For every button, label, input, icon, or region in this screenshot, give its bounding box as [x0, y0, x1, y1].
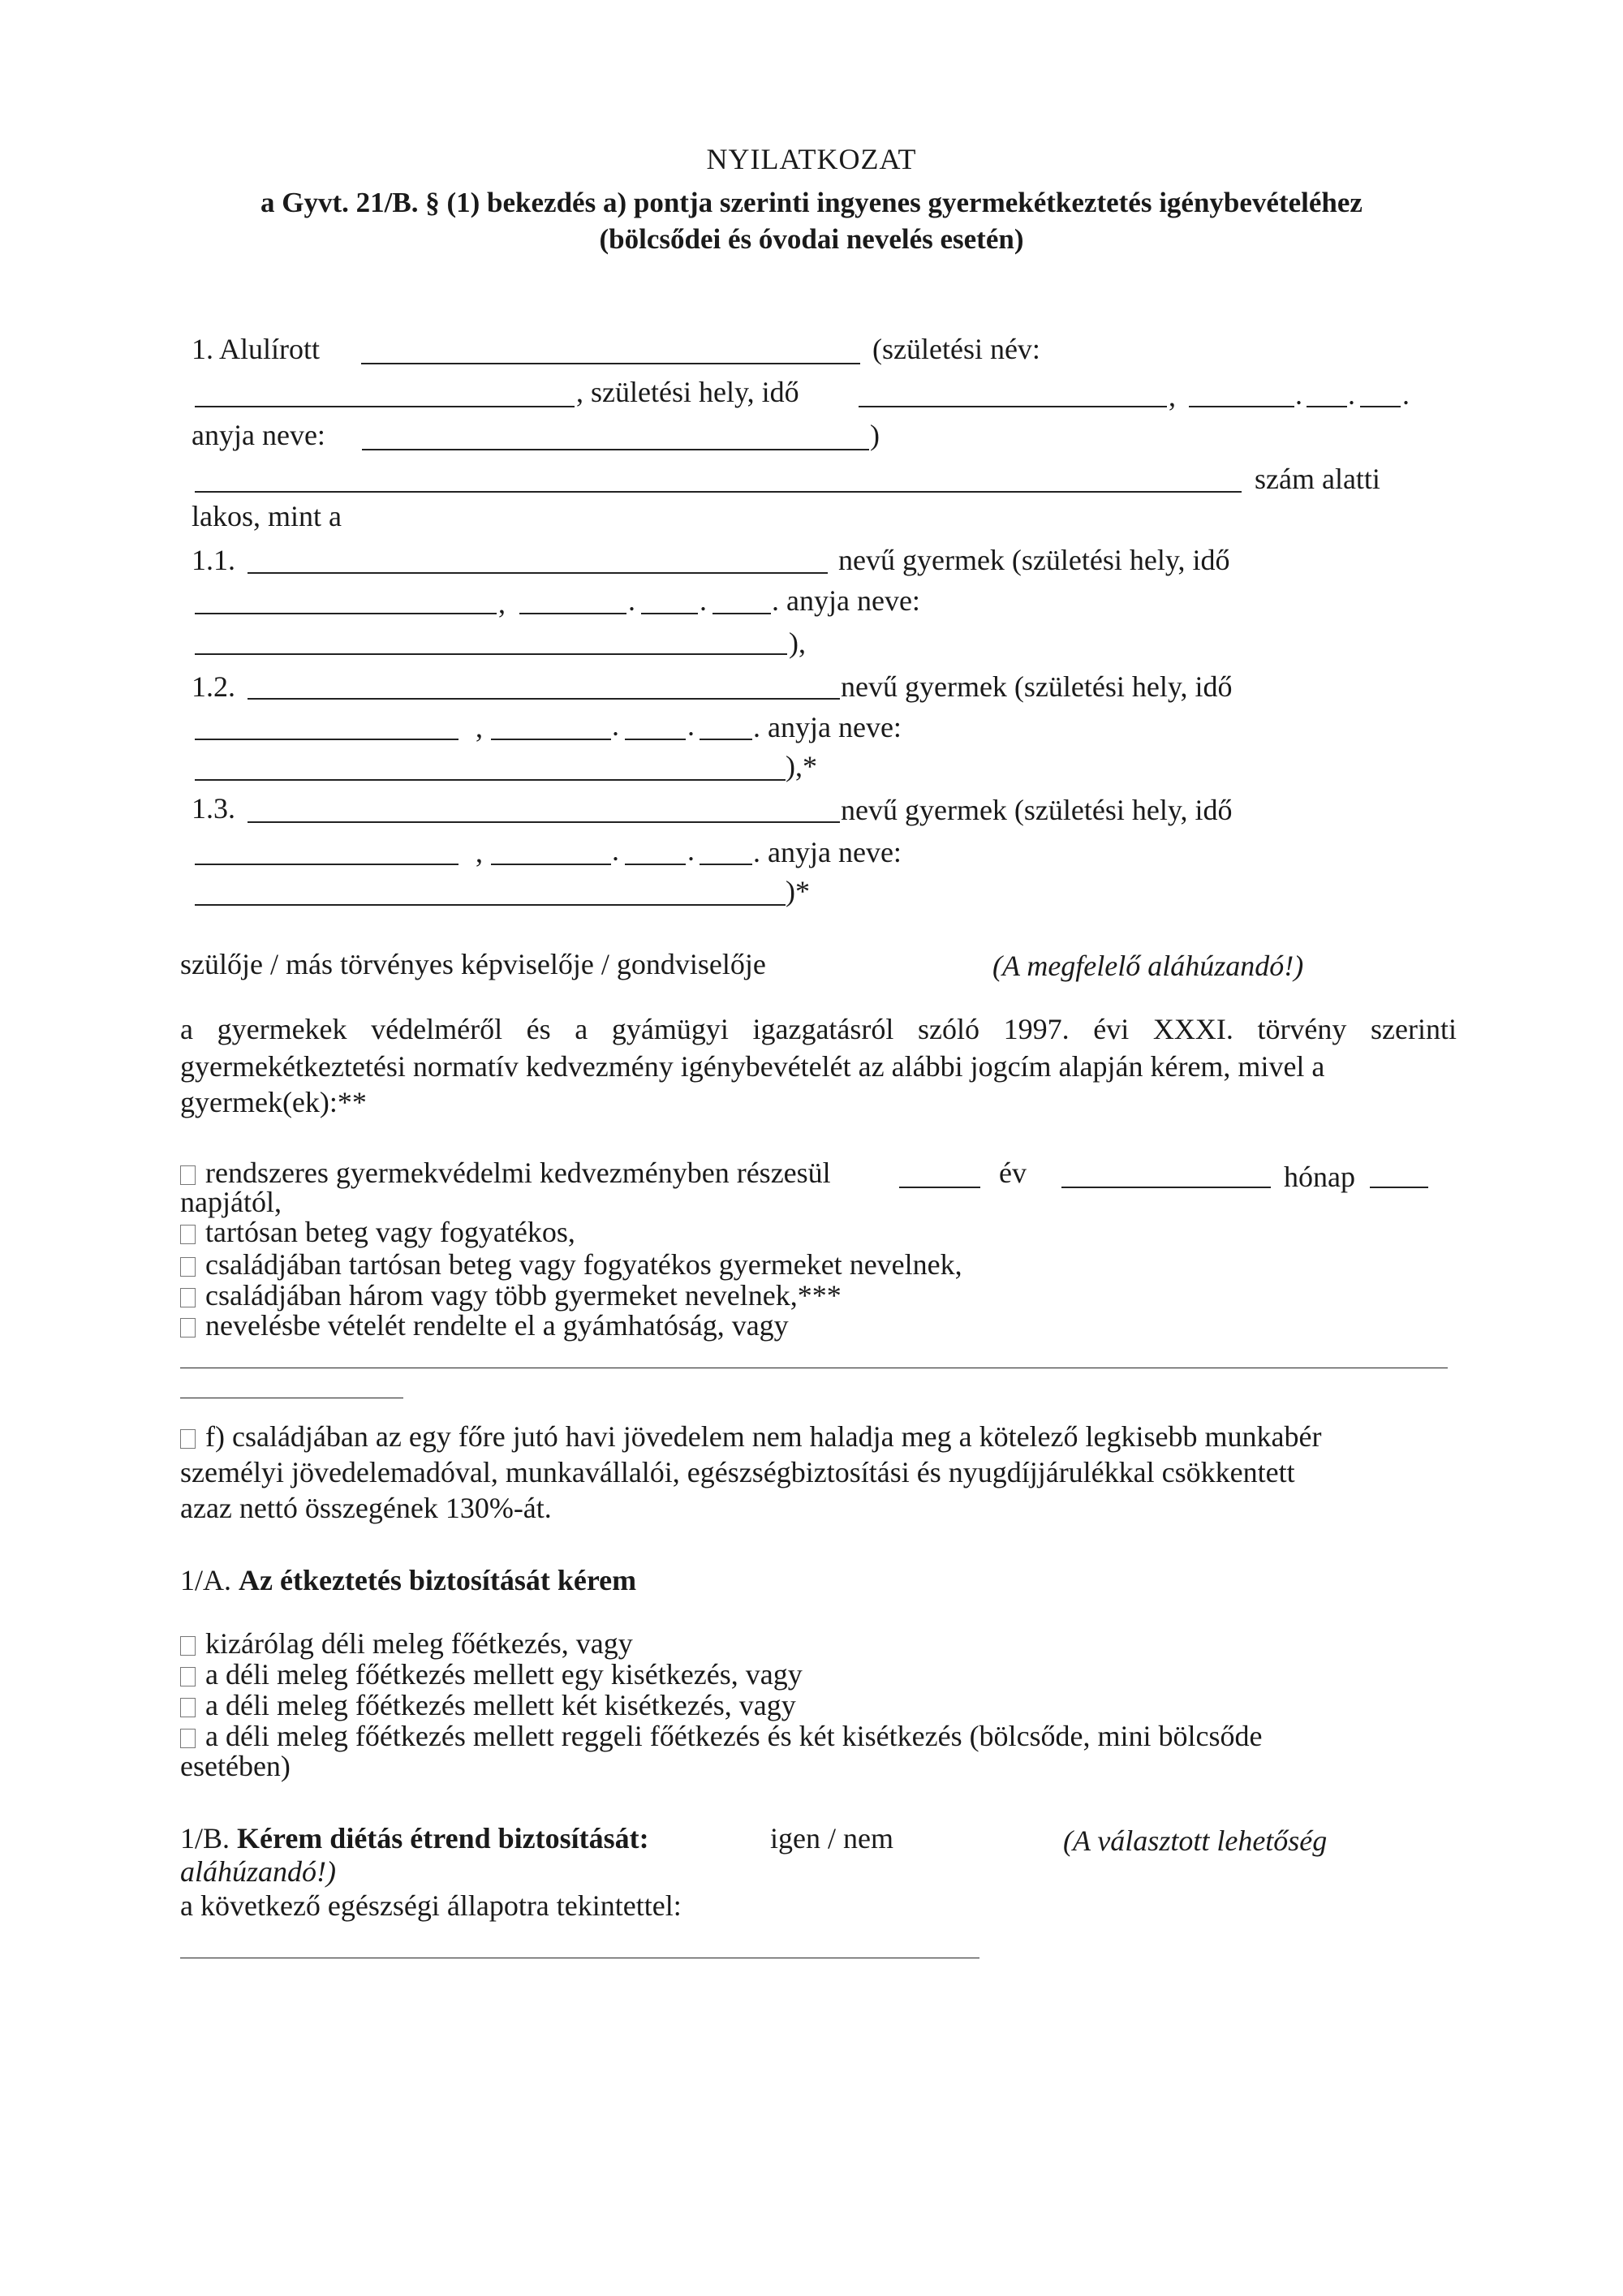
- dot: .: [700, 584, 707, 617]
- child-2-mother-field-line[interactable]: [195, 779, 786, 781]
- section-1a-number: 1/A.: [180, 1564, 231, 1596]
- address-field-line[interactable]: [195, 491, 1242, 493]
- underline-instruction: (A megfelelő aláhúzandó!): [992, 950, 1304, 982]
- section-1b-heading: [180, 1824, 649, 1853]
- comma: ,: [476, 711, 483, 743]
- option-f-line-2: személyi jövedelemadóval, munkavállalói, egészségbiztosítási és nyugdíjjárulékkal csökkentett: [180, 1456, 1295, 1488]
- dot: .: [1295, 378, 1302, 411]
- option-foster-care[interactable]: [180, 1311, 789, 1340]
- month-label: hónap: [1284, 1161, 1355, 1193]
- child-1-name-field-line[interactable]: [248, 572, 828, 574]
- name-field-line[interactable]: [361, 363, 860, 364]
- child-2-close: ),*: [786, 750, 817, 782]
- mother-name-field-line[interactable]: [362, 449, 869, 450]
- checkbox[interactable]: [180, 1667, 196, 1686]
- dot: .: [687, 709, 695, 742]
- child-3-mother-label: . anyja neve:: [753, 836, 902, 868]
- option-label: f) családjában az egy főre jutó havi jövedelem nem haladja meg a kötelező legkisebb munkabér: [205, 1420, 1322, 1453]
- checkbox[interactable]: [180, 1698, 196, 1717]
- option-label: tartósan beteg vagy fogyatékos,: [205, 1216, 575, 1248]
- meal-option-lunch-only[interactable]: [180, 1629, 633, 1658]
- child-1-close: ),: [789, 627, 806, 659]
- child-2-birth-place-field-line[interactable]: [195, 739, 458, 740]
- child-3-mother-field-line[interactable]: [195, 904, 786, 906]
- section-1a-title: Az étkeztetés biztosítását kérem: [239, 1564, 637, 1596]
- birth-day-field-line[interactable]: [1360, 406, 1401, 407]
- alulirott-label: 1. Alulírott: [192, 333, 321, 365]
- option-label: rendszeres gyermekvédelmi kedvezményben részesül: [205, 1157, 831, 1189]
- dot: .: [612, 709, 619, 742]
- section-1b-title: Kérem diétás étrend biztosítását:: [237, 1822, 649, 1854]
- child-2-name-field-line[interactable]: [248, 698, 840, 700]
- option-regular-child-protection[interactable]: [180, 1158, 831, 1187]
- option-chronically-ill[interactable]: [180, 1217, 575, 1247]
- intro-line-1: a gyermekek védelméről és a gyámügyi igazgatásról szóló 1997. évi XXXI. törvény szerinti: [180, 1013, 1457, 1045]
- diet-instruction-2: aláhúzandó!): [180, 1855, 336, 1888]
- diet-yes-no-choice[interactable]: igen / nem: [770, 1822, 893, 1854]
- year-field-line[interactable]: [899, 1187, 980, 1188]
- option-label: a déli meleg főétkezés mellett egy kisétkezés, vagy: [205, 1658, 803, 1691]
- option-label: a déli meleg főétkezés mellett két kisétkezés, vagy: [205, 1689, 796, 1721]
- document-title: NYILATKOZAT: [706, 143, 917, 175]
- dot: .: [1402, 378, 1410, 411]
- meal-option-full[interactable]: [180, 1721, 1263, 1751]
- document-subtitle-2: (bölcsődei és óvodai nevelés esetén): [599, 223, 1024, 255]
- meal-option-lunch-one-snack[interactable]: [180, 1660, 803, 1689]
- document-subtitle: a Gyvt. 21/B. § (1) bekezdés a) pontja szerinti ingyenes gyermekétkeztetés igénybevételéhez: [260, 187, 1363, 218]
- child-3-birth-place-field-line[interactable]: [195, 864, 458, 865]
- dot: .: [612, 834, 619, 867]
- child-1-mother-field-line[interactable]: [195, 653, 787, 655]
- intro-line-2: gyermekétkeztetési normatív kedvezmény igénybevételét az alábbi jogcím alapján kérem, mivel a: [180, 1050, 1325, 1083]
- option-label: nevelésbe vételét rendelte el a gyámhatóság, vagy: [205, 1309, 789, 1342]
- option-income-limit[interactable]: [180, 1422, 1321, 1451]
- day-field-line[interactable]: [1370, 1187, 1428, 1188]
- child-1-birth-month-field-line[interactable]: [641, 613, 698, 614]
- option-family-ill-child[interactable]: [180, 1250, 962, 1279]
- option-label: a déli meleg főétkezés mellett reggeli főétkezés és két kisétkezés (bölcsőde, mini bölcsőde: [205, 1720, 1263, 1752]
- child-2-mother-label: . anyja neve:: [753, 711, 902, 743]
- child-2-birth-year-field-line[interactable]: [491, 739, 611, 740]
- month-field-line[interactable]: [1061, 1187, 1271, 1188]
- comma: ,: [1169, 380, 1176, 412]
- mother-name-label: anyja neve:: [192, 419, 325, 451]
- child-3-number: 1.3.: [192, 792, 235, 825]
- checkbox[interactable]: [180, 1318, 196, 1338]
- child-2-number: 1.2.: [192, 670, 235, 703]
- birth-place-label: , születési hely, idő: [576, 376, 799, 408]
- year-label: év: [999, 1157, 1027, 1189]
- checkbox[interactable]: [180, 1165, 196, 1185]
- health-condition-label: a következő egészségi állapotra tekintettel:: [180, 1889, 682, 1922]
- comma: ,: [498, 587, 506, 619]
- option-f-line-3: azaz nettó összegének 130%-át.: [180, 1492, 552, 1524]
- child-2-birth-month-field-line[interactable]: [625, 739, 686, 740]
- checkbox[interactable]: [180, 1225, 196, 1244]
- child-3-birth-day-field-line[interactable]: [700, 864, 752, 865]
- resident-label: lakos, mint a: [192, 500, 342, 532]
- child-1-birth-day-field-line[interactable]: [712, 613, 771, 614]
- child-3-birth-year-field-line[interactable]: [491, 864, 611, 865]
- guardian-role-options[interactable]: szülője / más törvényes képviselője / gondviselője: [180, 948, 766, 980]
- child-3-birth-month-field-line[interactable]: [625, 864, 686, 865]
- birth-name-field-line[interactable]: [195, 406, 575, 407]
- dot: .: [687, 834, 695, 867]
- child-3-name-field-line[interactable]: [248, 821, 840, 823]
- child-1-number: 1.1.: [192, 544, 235, 576]
- child-2-birth-label: nevű gyermek (születési hely, idő: [841, 670, 1233, 703]
- meal-option-lunch-two-snacks[interactable]: [180, 1691, 796, 1720]
- dot: .: [1348, 378, 1355, 411]
- section-1b-number: 1/B.: [180, 1822, 230, 1854]
- intro-line-3: gyermek(ek):**: [180, 1086, 367, 1118]
- birth-name-label: (születési név:: [872, 333, 1040, 365]
- option-from-day: napjától,: [180, 1186, 282, 1218]
- checkbox[interactable]: [180, 1636, 196, 1656]
- checkbox[interactable]: [180, 1429, 196, 1449]
- meal-option-full-line-2: esetében): [180, 1750, 291, 1782]
- birth-place-field-line[interactable]: [859, 406, 1167, 407]
- child-3-birth-label: nevű gyermek (születési hely, idő: [841, 794, 1233, 826]
- diet-instruction-1: (A választott lehetőség: [1063, 1824, 1328, 1857]
- child-2-birth-day-field-line[interactable]: [700, 739, 752, 740]
- birth-month-field-line[interactable]: [1307, 406, 1347, 407]
- close-paren: ): [870, 419, 880, 451]
- address-suffix-label: szám alatti: [1255, 463, 1380, 495]
- child-3-close: )*: [786, 875, 810, 907]
- checkbox[interactable]: [180, 1257, 196, 1277]
- child-1-birth-label: nevű gyermek (születési hely, idő: [838, 544, 1230, 576]
- option-three-children[interactable]: [180, 1281, 842, 1310]
- child-1-birth-year-field-line[interactable]: [519, 613, 626, 614]
- checkbox[interactable]: [180, 1288, 196, 1307]
- option-label: családjában három vagy több gyermeket nevelnek,***: [205, 1279, 842, 1312]
- comma: ,: [476, 836, 483, 868]
- option-label: kizárólag déli meleg főétkezés, vagy: [205, 1627, 633, 1660]
- section-1a-heading: [180, 1566, 636, 1595]
- option-label: családjában tartósan beteg vagy fogyatékos gyermeket nevelnek,: [205, 1248, 962, 1281]
- checkbox[interactable]: [180, 1729, 196, 1748]
- child-1-birth-place-field-line[interactable]: [195, 613, 497, 614]
- child-1-mother-label: . anyja neve:: [772, 584, 920, 617]
- birth-year-field-line[interactable]: [1189, 406, 1294, 407]
- dot: .: [628, 584, 635, 617]
